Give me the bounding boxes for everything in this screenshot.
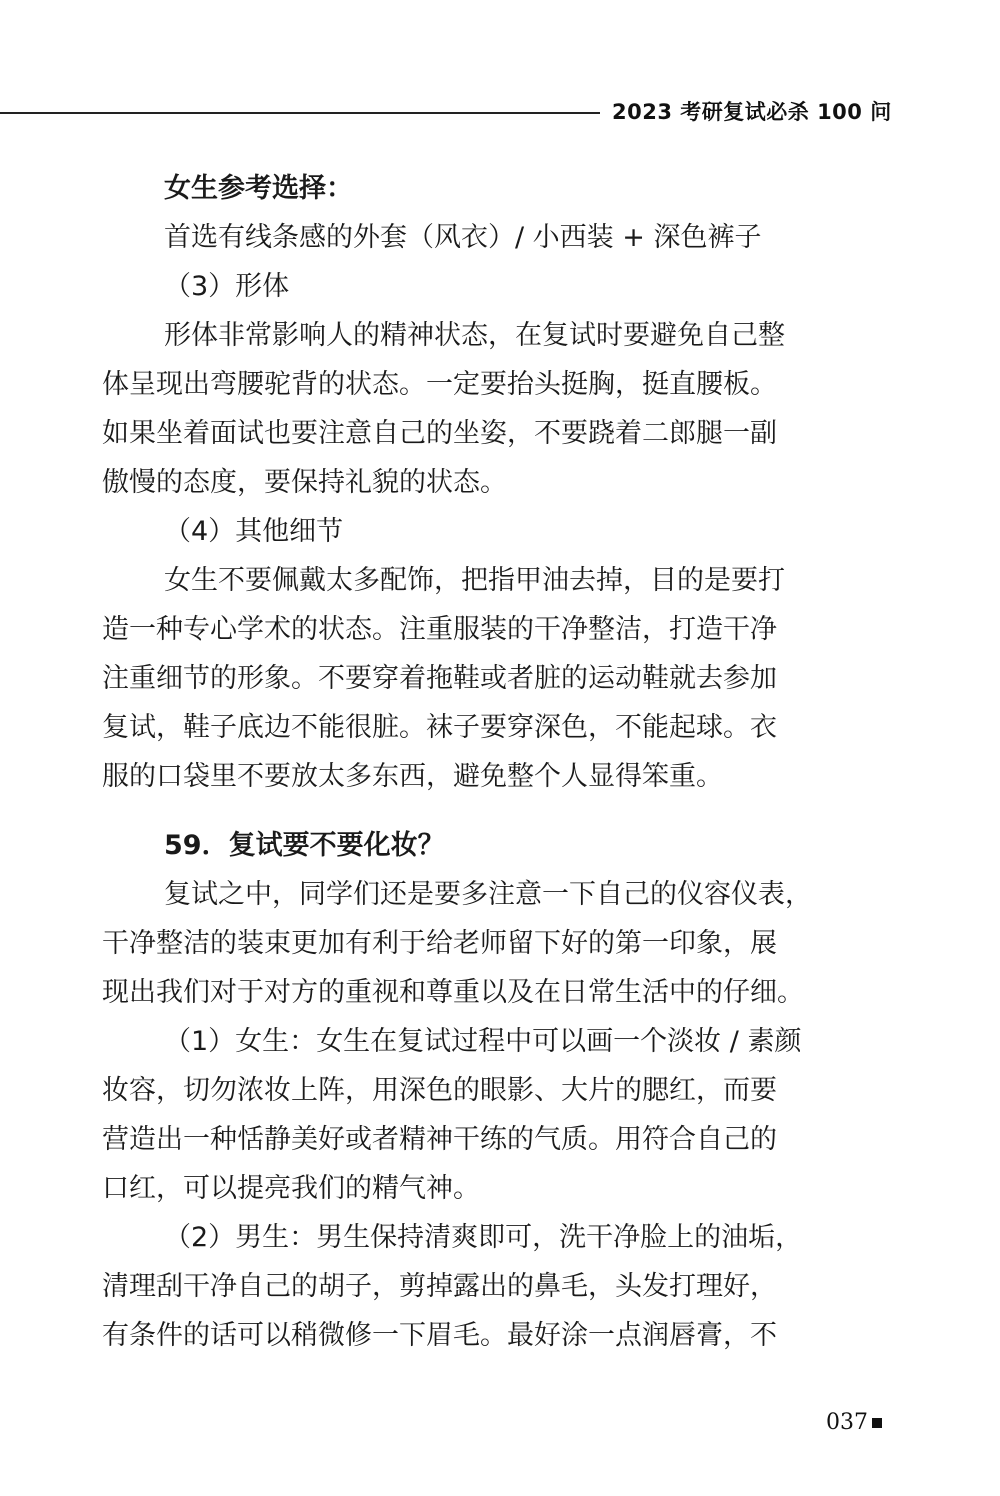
page-body: [102, 164, 892, 1360]
running-header: 2023 考研复试必杀 100 问: [612, 100, 892, 124]
paragraph-line: 现出我们对于对方的重视和尊重以及在日常生活中的仔细。: [102, 977, 804, 1008]
paragraph-line: 女生不要佩戴太多配饰，把指甲油去掉，目的是要打: [164, 565, 785, 596]
paragraph-line: 清理刮干净自己的胡子，剪掉露出的鼻毛，头发打理好，: [102, 1271, 777, 1302]
paragraph-line: 有条件的话可以稍微修一下眉毛。最好涂一点润唇膏，不: [102, 1320, 777, 1351]
question-heading: 59．复试要不要化妆？: [164, 830, 445, 861]
paragraph-line: 妆容，切勿浓妆上阵，用深色的眼影、大片的腮红，而要: [102, 1075, 777, 1106]
paragraph-line: 如果坐着面试也要注意自己的坐姿，不要跷着二郎腿一副: [102, 418, 777, 449]
paragraph-line: 体呈现出弯腰驼背的状态。一定要抬头挺胸，挺直腰板。: [102, 369, 777, 400]
paragraph-line: 复试之中，同学们还是要多注意一下自己的仪容仪表，: [164, 879, 812, 910]
paragraph-line: 营造出一种恬静美好或者精神干练的气质。用符合自己的: [102, 1124, 777, 1155]
paragraph-line: 口红，可以提亮我们的精气神。: [102, 1173, 480, 1204]
paragraph-line: 注重细节的形象。不要穿着拖鞋或者脏的运动鞋就去参加: [102, 663, 777, 694]
section-heading-details: （4）其他细节: [164, 516, 344, 547]
header-rule: [0, 112, 600, 114]
paragraph-line: 干净整洁的装束更加有利于给老师留下好的第一印象，展: [102, 928, 777, 959]
paragraph-line: 形体非常影响人的精神状态，在复试时要避免自己整: [164, 320, 785, 351]
subheading-female-choice: 女生参考选择：: [164, 173, 353, 204]
paragraph-line: 首选有线条感的外套（风衣）/ 小西装 + 深色裤子: [164, 222, 762, 253]
page-number-text: 037: [826, 1410, 868, 1435]
square-bullet-icon: [872, 1418, 882, 1428]
section-heading-posture: （3）形体: [164, 271, 290, 302]
paragraph-line: 服的口袋里不要放太多东西，避免整个人显得笨重。: [102, 761, 723, 792]
page-number: [826, 1410, 882, 1435]
paragraph-line: （2）男生：男生保持清爽即可，洗干净脸上的油垢，: [164, 1222, 803, 1253]
paragraph-line: 复试，鞋子底边不能很脏。袜子要穿深色，不能起球。衣: [102, 712, 777, 743]
paragraph-line: （1）女生：女生在复试过程中可以画一个淡妆 / 素颜: [164, 1026, 802, 1057]
paragraph-line: 傲慢的态度，要保持礼貌的状态。: [102, 467, 507, 498]
section-gap: [102, 801, 892, 821]
paragraph-line: 造一种专心学术的状态。注重服装的干净整洁，打造干净: [102, 614, 777, 645]
